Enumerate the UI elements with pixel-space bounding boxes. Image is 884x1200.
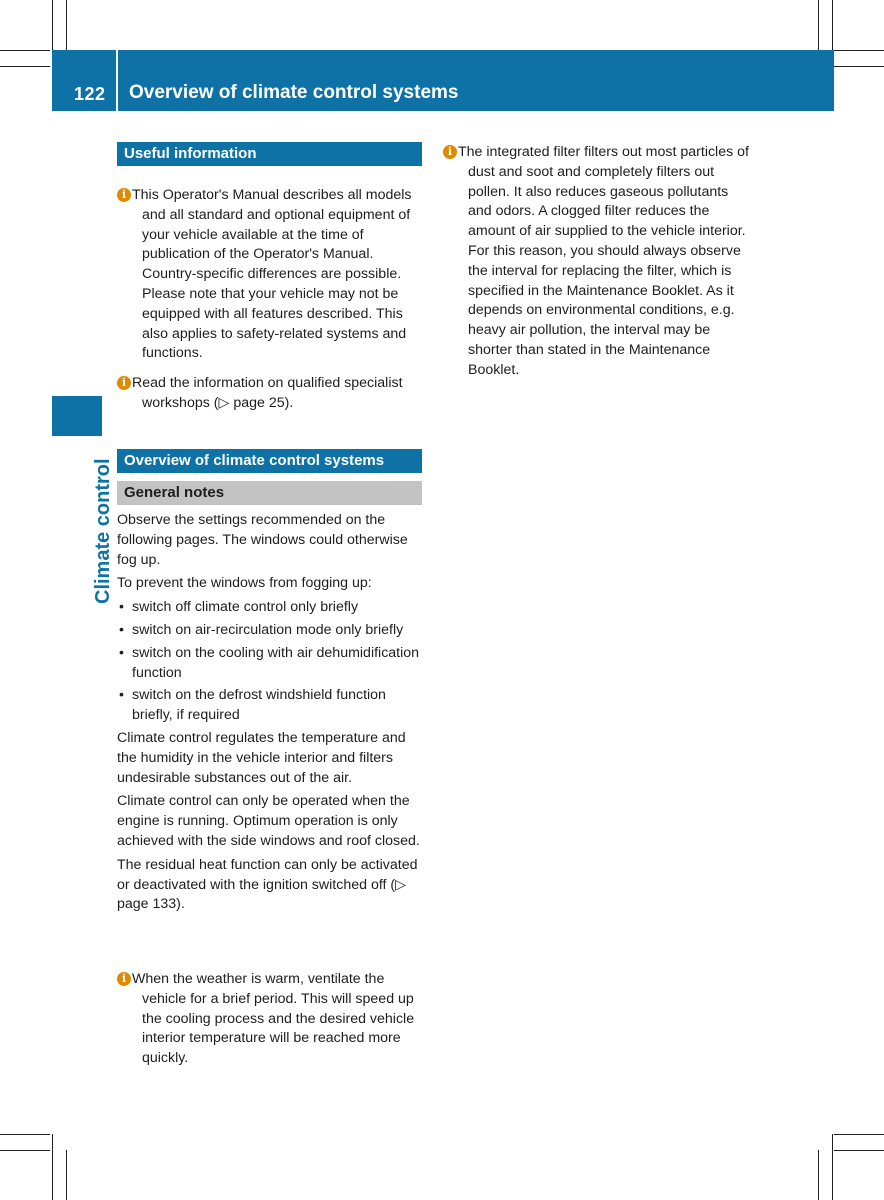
crop-mark	[834, 1150, 884, 1151]
crop-mark	[834, 50, 884, 51]
info-note	[117, 970, 423, 1069]
chapter-tab	[52, 396, 102, 436]
paragraph: To prevent the windows from fogging up:	[117, 575, 372, 592]
crop-mark	[0, 1150, 50, 1151]
useful-information-heading: Useful information	[117, 142, 422, 166]
info-icon: i	[117, 188, 131, 202]
page-number: 122	[74, 84, 106, 104]
paragraph: The residual heat function can only be activated or deactivated with the ignition switched off (▷ page 133).	[117, 856, 418, 913]
paragraph: Climate control regulates the temperature and the humidity in the vehicle interior and filters undesirable substances out of the air.	[117, 729, 406, 786]
crop-mark	[0, 1134, 50, 1135]
crop-mark	[0, 66, 50, 67]
crop-mark	[66, 1150, 67, 1200]
general-notes-body	[117, 511, 423, 919]
info-note-text: This Operator's Manual describes all models and all standard and optional equipment of your vehicle available at the time of publication of the Operator's Manual. Country-specific differences are possible. Please note that your vehicle may not be equipped with all features described. This also applies to safety-related systems and functions.	[132, 187, 412, 362]
list-item: • switch on the defrost windshield function briefly, if required	[117, 686, 423, 726]
crop-mark	[832, 0, 833, 50]
info-note	[443, 143, 749, 381]
crop-mark	[52, 1134, 53, 1200]
info-note-text: The integrated filter filters out most particles of dust and soot and completely filters out pollen. It also reduces gaseous pollutants and odors. A clogged filter reduces the amount of air supplied to the vehicle interior. For this reason, you should always observe the interval for replacing the filter, which is specified in the Maintenance Booklet. As it depends on environmental conditions, e.g. heavy air pollution, the interval may be shorter than stated in the Maintenance Booklet.	[458, 144, 749, 378]
list-item: • switch on air-recirculation mode only briefly	[117, 621, 423, 641]
info-icon: i	[443, 145, 457, 159]
chapter-label: Climate control	[92, 458, 114, 604]
page-title: Overview of climate control systems	[129, 82, 459, 103]
paragraph: Climate control can only be operated when the engine is running. Optimum operation is only achieved with the side windows and roof closed.	[117, 793, 420, 849]
crop-mark	[832, 1134, 833, 1200]
info-note-text: Read the information on qualified specialist workshops (▷ page 25).	[132, 375, 403, 411]
list-item: • switch off climate control only briefly	[117, 598, 423, 618]
general-notes-heading: General notes	[117, 481, 422, 505]
crop-mark	[66, 0, 67, 50]
info-icon: i	[117, 376, 131, 390]
list-item: • switch on the cooling with air dehumidification function	[117, 644, 423, 684]
paragraph: Observe the settings recommended on the following pages. The windows could otherwise fog up.	[117, 512, 408, 568]
header-divider	[116, 50, 118, 111]
crop-mark	[818, 1150, 819, 1200]
crop-mark	[834, 66, 884, 67]
overview-heading: Overview of climate control systems	[117, 449, 422, 473]
info-note-text: When the weather is warm, ventilate the vehicle for a brief period. This will speed up the cooling process and the desired vehicle interior temperature will be reached more quickly.	[132, 971, 415, 1067]
info-note	[117, 374, 423, 414]
info-icon: i	[117, 972, 131, 986]
crop-mark	[834, 1134, 884, 1135]
crop-mark	[818, 0, 819, 50]
crop-mark	[0, 50, 50, 51]
info-note	[117, 186, 423, 364]
bullet-list	[117, 598, 423, 726]
crop-mark	[52, 0, 53, 50]
